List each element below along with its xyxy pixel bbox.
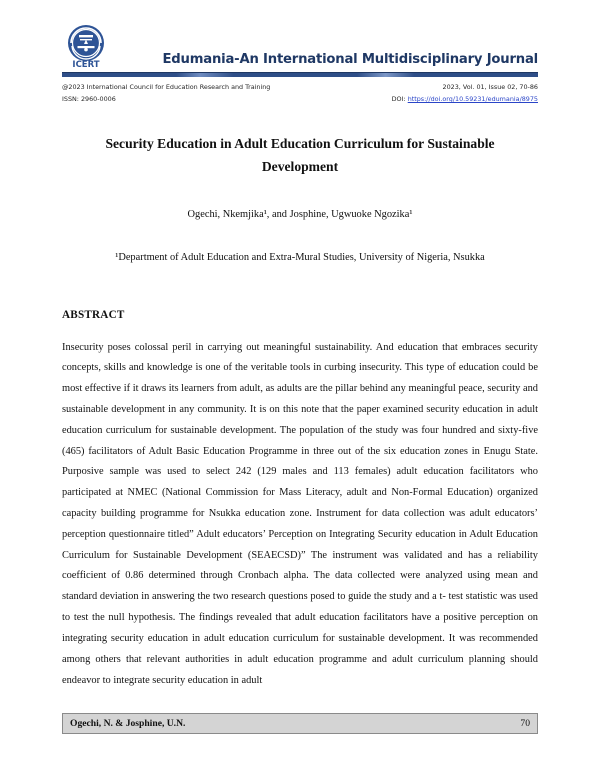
masthead-divider xyxy=(62,72,538,77)
author-affiliation: ¹Department of Adult Education and Extra-Mural Studies, University of Nigeria, Nsukka xyxy=(115,251,485,263)
icert-logo-text: ICERT xyxy=(72,60,100,70)
icert-emblem-icon xyxy=(62,24,110,70)
issue-info xyxy=(392,82,538,106)
abstract-text: Insecurity poses colossal peril in carrying out meaningful sustainability. And education that embraces security concepts, skills and knowledge is one of the veritable tools in curbing insecurity. This type of education could be most effective if it draws its learners from adult, as adults are the pillar behind any meaningful peace, security and sustainable development in any community. It is on this note that the paper examined security education in adult education curriculum for sustainable development. The population of the study was four hundred and sixty-five (465) facilitators of Adult Basic Education Programme in three out of the six education zones in Enugu State. Purposive sample was used to select 242 (129 males and 113 females) adult education facilitators who participated at NMEC (National Commission for Mass Literacy, adult and Non-Formal Education) organized capacity building programme for Nsukka education zone. Instrument for data collection was adult educators’ perception questionnaire titled” Adult educators’ Perception on Integrating Security education in Adult Education Curriculum for Sustainable Development (SEAECSD)” The instrument was validated and has a reliability coefficient of 0.86 determined through Cronbach alpha. The data collected were analyzed using mean and standard deviation in answering the two research questions posed to guide the study and a t- test statistic was used to test the null hypothesis. The findings revealed that adult education facilitators have a positive perception on integrating security education in adult education curriculum for sustainable development. It was recommended among others that relevant authorities in adult education programme and adult curriculum planning should endeavor to integrate security education in adult xyxy=(62,341,538,686)
issn-line: ISSN: 2960-0006 xyxy=(62,94,116,103)
abstract-heading: ABSTRACT xyxy=(62,308,125,321)
doi-line xyxy=(392,94,538,106)
article-title: Security Education in Adult Education Curriculum for Sustainable Development xyxy=(105,135,495,175)
doi-link[interactable]: https://doi.org/10.59231/edumania/8975 xyxy=(407,94,538,103)
footer-citation: Ogechi, N. & Josphine, U.N. xyxy=(70,718,186,729)
volume-issue-line: 2023, Vol. 01, Issue 02, 70-86 xyxy=(442,83,538,91)
page-footer xyxy=(62,713,538,734)
copyright-line: @2023 International Council for Education Research and Training xyxy=(62,83,271,91)
publisher-info xyxy=(62,82,270,106)
masthead xyxy=(62,24,538,70)
doi-label: DOI: xyxy=(391,94,406,103)
footer-page-number: 70 xyxy=(520,718,530,729)
journal-title: Edumania-An International Multidisciplinary Journal xyxy=(162,52,538,67)
masthead-meta xyxy=(62,82,538,106)
author-list: Ogechi, Nkemjika¹, and Josphine, Ugwuoke Ngozika¹ xyxy=(187,209,413,221)
